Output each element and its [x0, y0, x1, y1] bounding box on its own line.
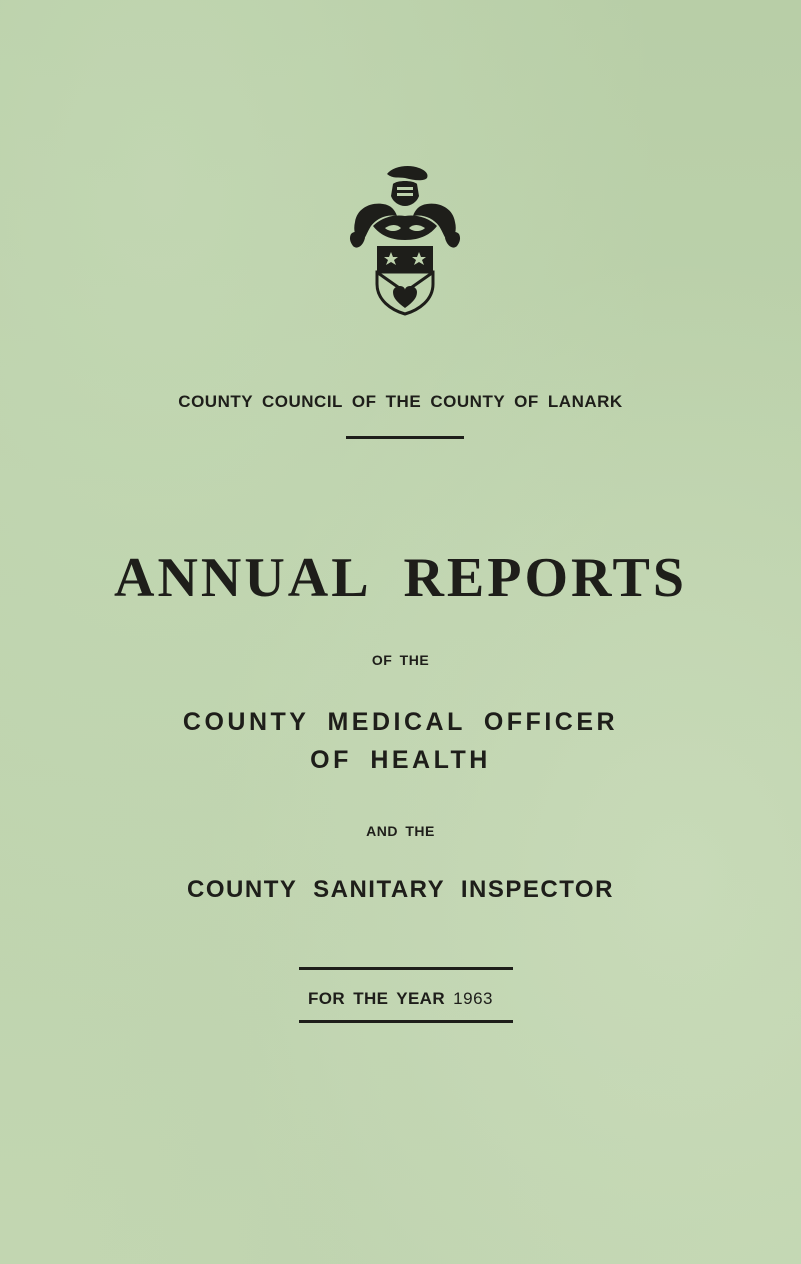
coat-of-arms-icon	[347, 160, 463, 316]
top-divider	[346, 436, 464, 439]
medical-officer-line-1: COUNTY MEDICAL OFFICER	[182, 708, 619, 736]
report-period	[0, 989, 801, 1009]
report-title: ANNUAL REPORTS	[114, 547, 687, 609]
council-heading: COUNTY COUNCIL OF THE COUNTY OF LANARK	[178, 392, 623, 411]
connector-and-the: AND THE	[366, 823, 435, 839]
sanitary-inspector-line: COUNTY SANITARY INSPECTOR	[187, 876, 614, 903]
connector-of-the: OF THE	[371, 652, 430, 668]
year-rule-bottom	[299, 1020, 513, 1023]
period-label: FOR THE YEAR	[307, 989, 446, 1008]
period-year: 1963	[453, 989, 493, 1008]
year-rule-top	[299, 967, 513, 970]
medical-officer-line-2: OF HEALTH	[310, 746, 491, 774]
